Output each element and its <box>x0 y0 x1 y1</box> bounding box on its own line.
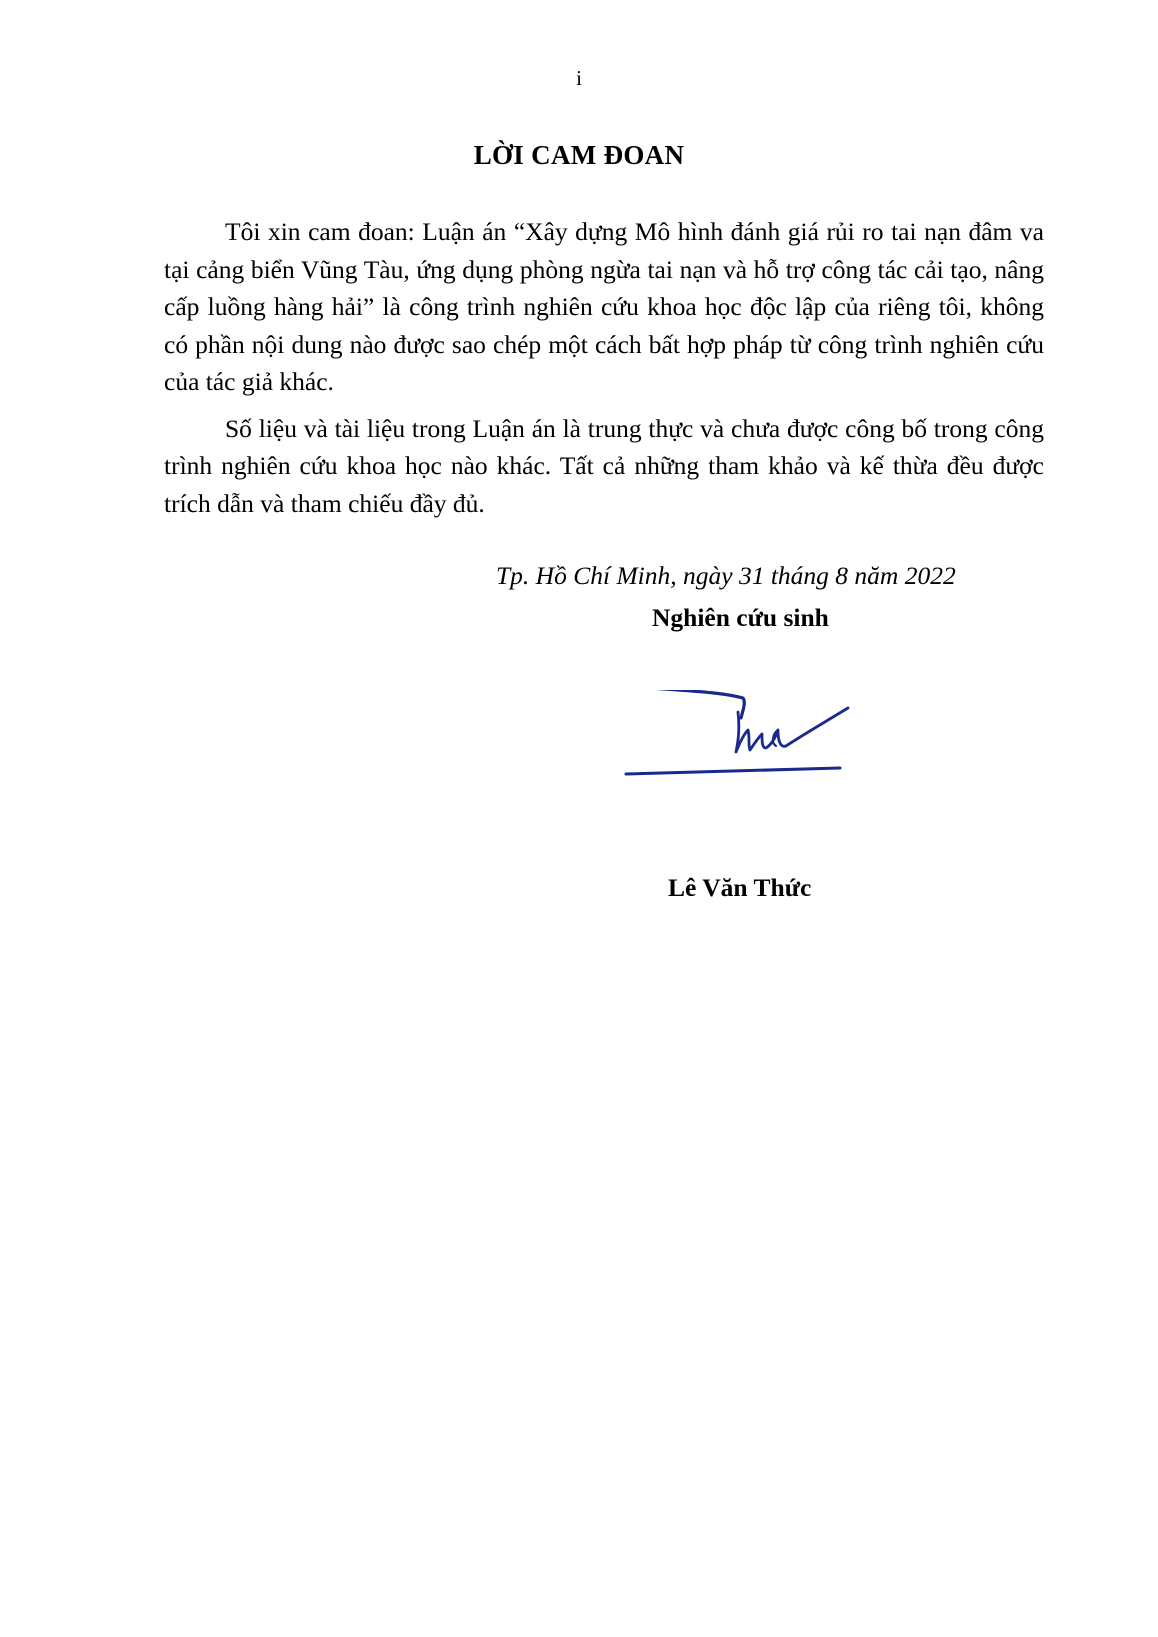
handwritten-signature <box>578 690 888 810</box>
page-title: LỜI CAM ĐOAN <box>473 140 685 170</box>
page-number: i <box>576 66 582 90</box>
declaration-body <box>164 213 1044 531</box>
paragraph-declaration: Tôi xin cam đoan: Luận án “Xây dựng Mô hình đánh giá rủi ro tai nạn đâm va tại cảng biển Vũng Tàu, ứng dụng phòng ngừa tai nạn và hỗ trợ công tác cải tạo, nâng cấp luồng hàng hải” là công trình nghiên cứu khoa học độc lập của riêng tôi, không có phần nội dung nào được sao chép một cách bất hợp pháp từ công trình nghiên cứu của tác giả khác. <box>164 217 1044 396</box>
paragraph-data-integrity: Số liệu và tài liệu trong Luận án là trung thực và chưa được công bố trong công trình nghiên cứu khoa học nào khác. Tất cả những tham khảo và kế thừa đều được trích dẫn và tham chiếu đầy đủ. <box>164 413 1044 518</box>
signer-role: Nghiên cứu sinh <box>652 603 829 632</box>
place-date-line: Tp. Hồ Chí Minh, ngày 31 tháng 8 năm 2022 <box>496 561 956 590</box>
signer-name: Lê Văn Thức <box>668 873 812 902</box>
